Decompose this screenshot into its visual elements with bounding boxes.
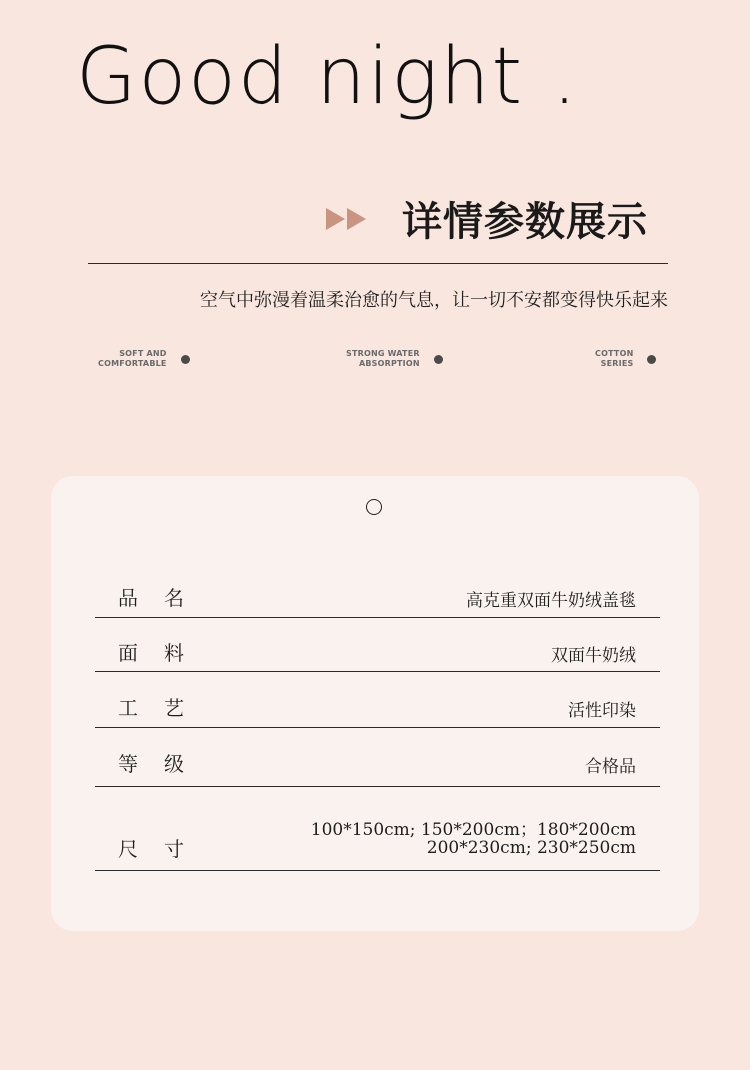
spec-label: 品名 bbox=[118, 586, 210, 610]
spec-label: 工艺 bbox=[118, 696, 210, 720]
feature-list bbox=[0, 349, 750, 379]
spec-card bbox=[51, 476, 699, 931]
feature-label bbox=[346, 349, 420, 369]
spec-label: 尺寸 bbox=[118, 837, 210, 861]
spec-value: 双面牛奶绒 bbox=[551, 646, 636, 666]
double-arrow-icon bbox=[326, 208, 368, 230]
spec-value: 100*150cm; 150*200cm；180*200cm bbox=[310, 820, 636, 840]
spec-value: 200*230cm; 230*250cm bbox=[426, 838, 636, 858]
spec-row-fabric bbox=[95, 618, 660, 672]
feature-absorption bbox=[346, 349, 443, 369]
spec-row-grade bbox=[95, 728, 660, 787]
spec-row-name bbox=[95, 574, 660, 618]
feature-line: ABSORPTION bbox=[358, 359, 420, 368]
feature-line: SERIES bbox=[600, 359, 634, 368]
tagline: 空气中弥漫着温柔治愈的气息，让一切不安都变得快乐起来 bbox=[200, 290, 668, 311]
divider bbox=[88, 263, 668, 264]
feature-label bbox=[98, 349, 167, 369]
bullet-dot-icon bbox=[647, 355, 656, 364]
feature-line: COMFORTABLE bbox=[98, 359, 167, 368]
spec-label: 面料 bbox=[118, 641, 210, 665]
feature-line: STRONG WATER bbox=[346, 349, 420, 358]
hero-title-dot: . bbox=[552, 32, 579, 122]
spec-row-process bbox=[95, 672, 660, 728]
hang-hole-icon bbox=[366, 499, 382, 515]
feature-soft bbox=[98, 349, 190, 369]
hero-title bbox=[76, 32, 579, 122]
section-title: 详情参数展示 bbox=[402, 199, 648, 245]
spec-table bbox=[95, 574, 660, 871]
hero-title-text: Good night bbox=[76, 32, 525, 122]
spec-label: 等级 bbox=[118, 752, 210, 776]
spec-value: 活性印染 bbox=[568, 701, 636, 721]
bullet-dot-icon bbox=[181, 355, 190, 364]
bullet-dot-icon bbox=[434, 355, 443, 364]
spec-row-size bbox=[95, 787, 660, 871]
feature-cotton bbox=[595, 349, 656, 369]
spec-value: 高克重双面牛奶绒盖毯 bbox=[466, 591, 636, 611]
feature-line: COTTON bbox=[595, 349, 634, 358]
feature-label bbox=[595, 349, 633, 369]
feature-line: SOFT AND bbox=[119, 349, 167, 358]
section-header bbox=[326, 190, 648, 247]
spec-value: 合格品 bbox=[585, 757, 636, 777]
